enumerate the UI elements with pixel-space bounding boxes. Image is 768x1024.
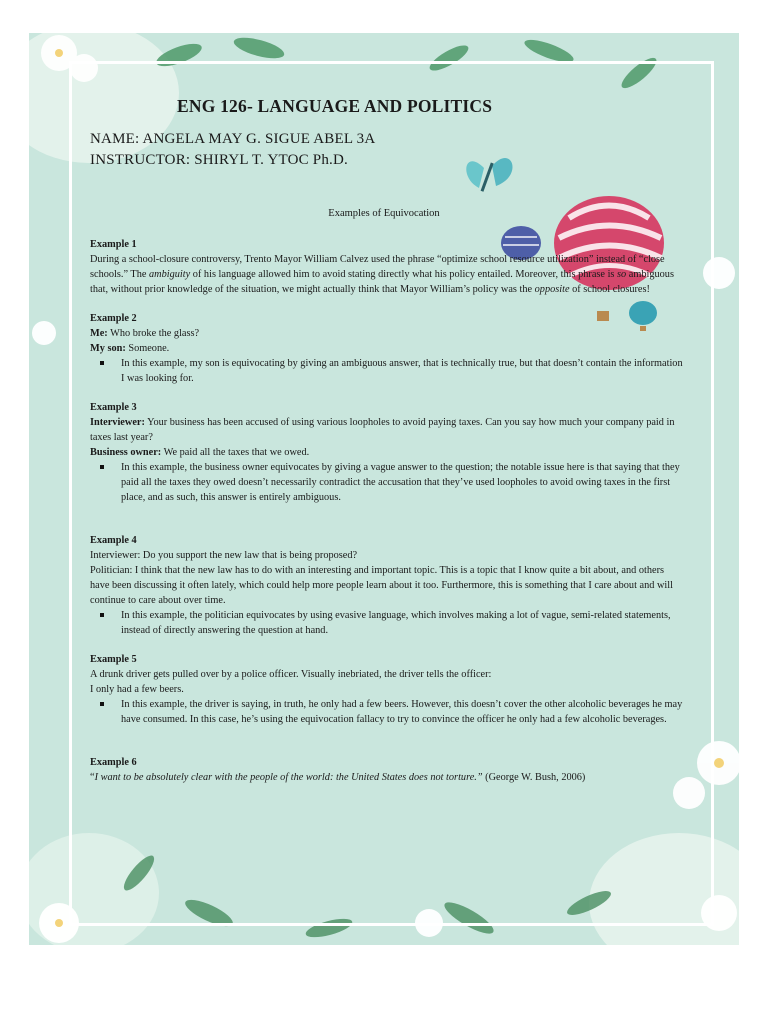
example-2-bullets xyxy=(90,356,683,386)
example-3-bullets xyxy=(90,460,683,505)
example-4-bullet: In this example, the politician equivocates by using evasive language, which involves making a lot of vague, semi-related statements, instead of directly answering the question at hand. xyxy=(90,608,683,638)
document-page xyxy=(29,33,739,945)
student-name: NAME: ANGELA MAY G. SIGUE ABEL 3A xyxy=(90,131,376,147)
example-3-heading: Example 3 xyxy=(90,402,137,413)
example-4-bullets xyxy=(90,608,683,638)
example-6-quote: “I want to be absolutely clear with the people of the world: the United States does not torture.” (George W. Bush, 2006) xyxy=(90,772,586,783)
example-4-line-2: Politician: I think that the new law has to do with an interesting and important topic. This is a topic that I know quite a bit about, and others have been discussing it often lately, which could help more people learn about it too. Furthermore, this is something that I care about and will continue to care about over time. xyxy=(90,565,673,606)
example-4-line-1: Interviewer: Do you support the new law that is being proposed? xyxy=(90,550,358,561)
example-5-bullet: In this example, the driver is saying, in truth, he only had a few beers. However, this doesn’t cover the other alcoholic beverages he may have consumed. In this case, he’s using the equivocation fallacy to try to convince the officer he only had a few alcoholic beverages. xyxy=(90,697,683,727)
example-2-bullet: In this example, my son is equivocating by giving an ambiguous answer, that is technically true, but that doesn’t contain the information I was looking for. xyxy=(90,356,683,386)
example-1-paragraph: During a school-closure controversy, Trento Mayor William Calvez used the phrase “optimize school resource utilization” instead of “close schools.” The ambiguity of his language allowed him to avoid stating directly what his policy entailed. Moreover, this phrase is so ambiguous that, without prior knowledge of the situation, we might actually think that Mayor William’s policy was the opposite of school closures! xyxy=(90,254,674,295)
example-5-bullets xyxy=(90,697,683,727)
example-2-line-2: My son: Someone. xyxy=(90,343,170,354)
document-subtitle: Examples of Equivocation xyxy=(328,208,440,219)
example-2-heading: Example 2 xyxy=(90,313,137,324)
example-2-line-1: Me: Who broke the glass? xyxy=(90,328,200,339)
examples-body xyxy=(90,237,683,785)
example-6-heading: Example 6 xyxy=(90,757,137,768)
example-3-bullet: In this example, the business owner equivocates by giving a vague answer to the question; the notable issue here is that saying that they paid all the taxes they owed doesn’t necessarily contradict the accusation that they’ve used loopholes to avoid owing taxes in the first place, and as such, this answer is entirely ambiguous. xyxy=(90,460,683,505)
example-5-line-1: A drunk driver gets pulled over by a police officer. Visually inebriated, the driver tells the officer: xyxy=(90,669,492,680)
example-1-heading: Example 1 xyxy=(90,239,137,250)
example-5-heading: Example 5 xyxy=(90,654,137,665)
page-title: ENG 126- LANGUAGE AND POLITICS xyxy=(177,96,493,116)
instructor-name: INSTRUCTOR: SHIRYL T. YTOC Ph.D. xyxy=(90,152,348,168)
example-3-line-1: Interviewer: Your business has been accused of using various loopholes to avoid paying taxes. Can you say how much your company paid in taxes last year? xyxy=(90,417,675,443)
example-5-line-2: I only had a few beers. xyxy=(90,684,184,695)
example-3-line-2: Business owner: We paid all the taxes that we owed. xyxy=(90,447,310,458)
example-4-heading: Example 4 xyxy=(90,535,137,546)
